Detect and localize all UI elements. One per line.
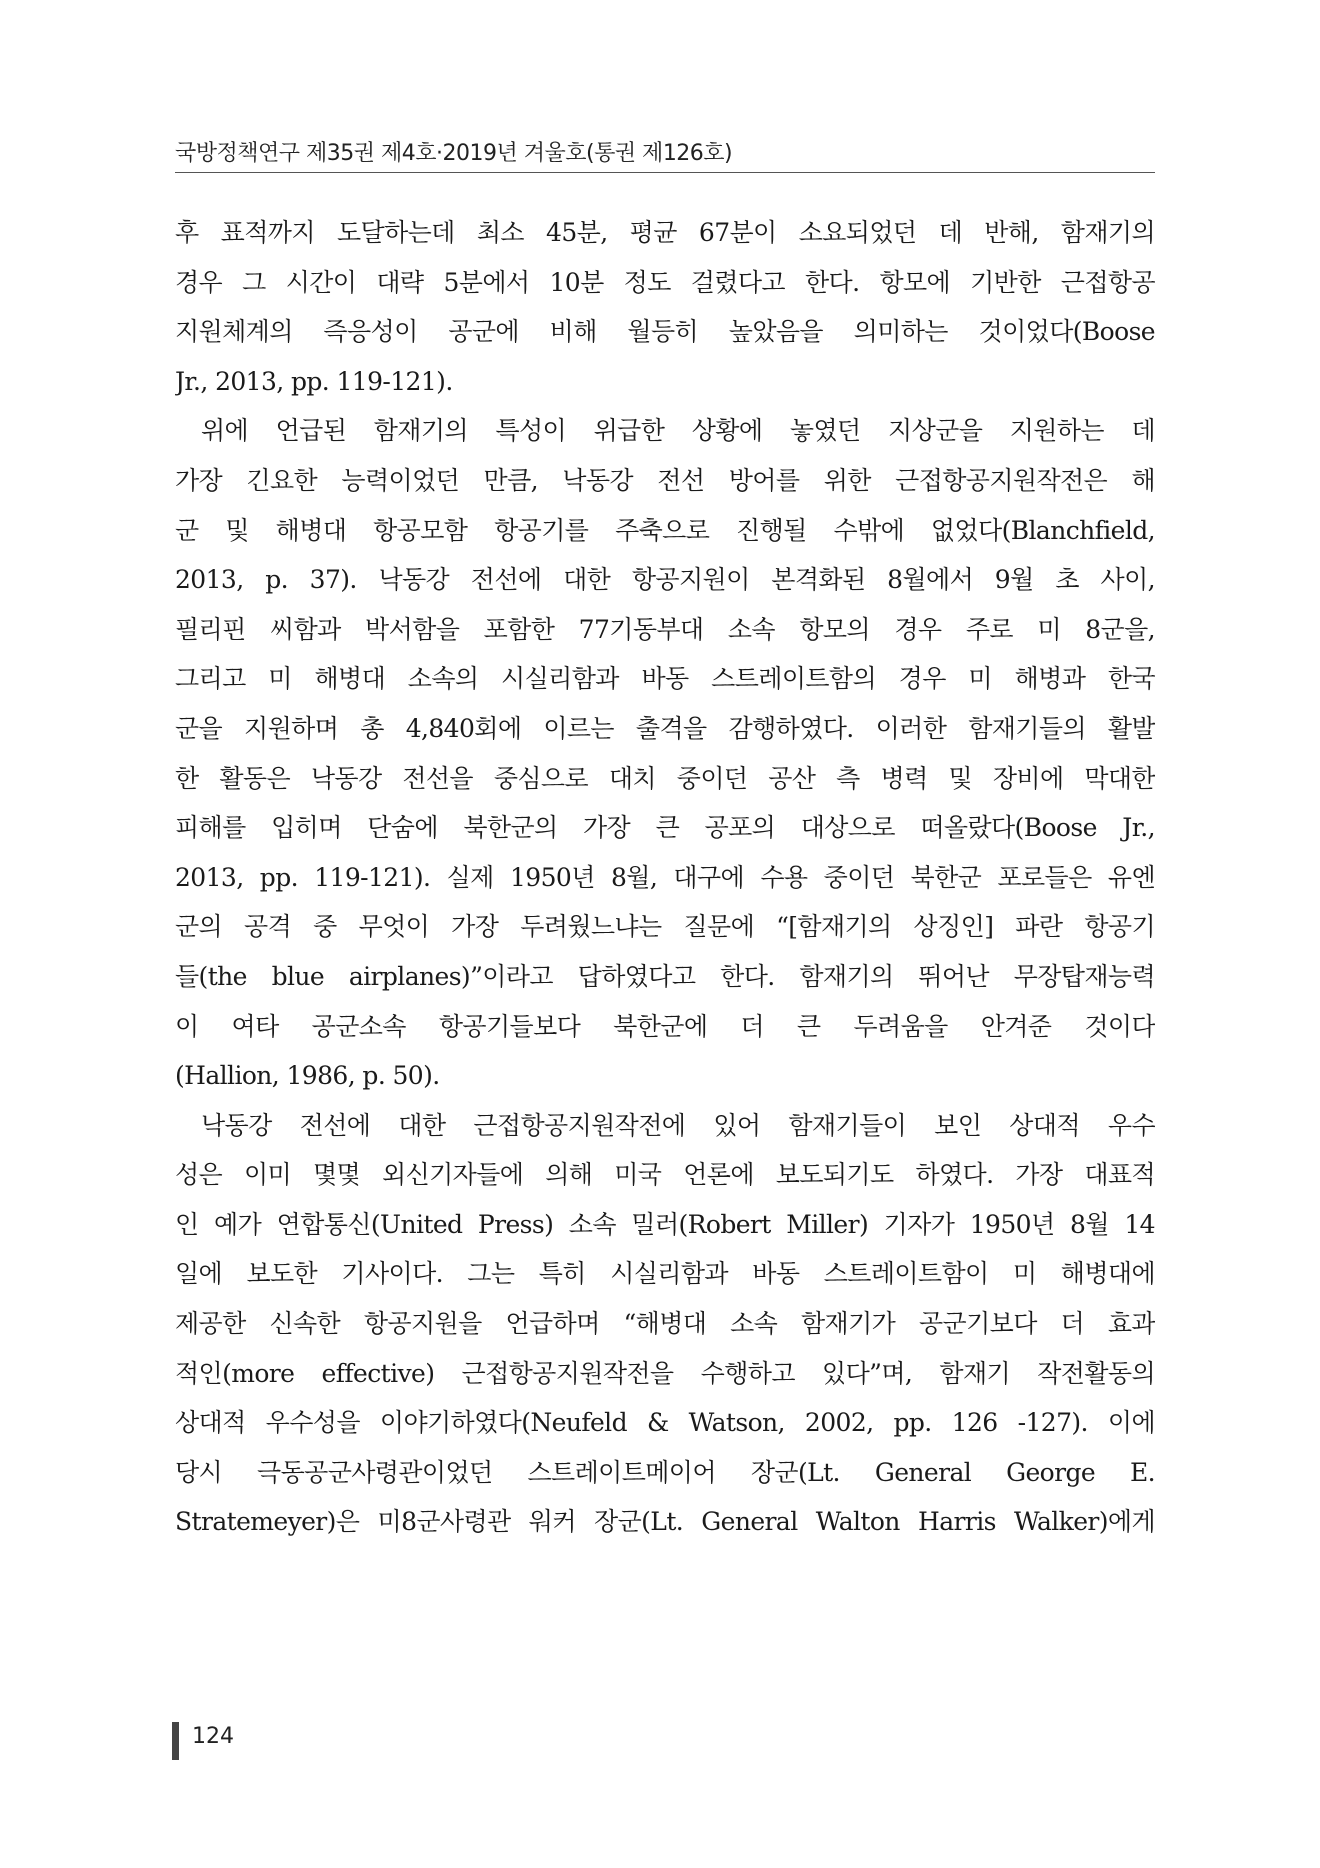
text-line: 이 여타 공군소속 항공기들보다 북한군에 더 큰 두려움을 안겨준 것이다 [175, 1011, 1155, 1041]
text-line: 필리핀 씨함과 박서함을 포함한 77기동부대 소속 항모의 경우 주로 미 8군을, [175, 614, 1155, 644]
paragraph-start-line: 낙동강 전선에 대한 근접항공지원작전에 있어 함재기들이 보인 상대적 우수 [201, 1110, 1155, 1140]
text-line: 제공한 신속한 항공지원을 언급하며 “해병대 소속 함재기가 공군기보다 더 효과 [175, 1309, 1155, 1339]
text-line: 적인(more effective) 근접항공지원작전을 수행하고 있다”며, 함재기 작전활동의 [175, 1358, 1155, 1388]
header-divider [175, 172, 1155, 173]
text-line: Stratemeyer)은 미8군사령관 워커 장군(Lt. General Walton Harris Walker)에게 [175, 1507, 1155, 1537]
text-line: 2013, p. 37). 낙동강 전선에 대한 항공지원이 본격화된 8월에서 9월 초 사이, [175, 565, 1155, 595]
text-line: 경우 그 시간이 대략 5분에서 10분 정도 걸렸다고 한다. 항모에 기반한 근접항공 [175, 267, 1155, 297]
text-line: 지원체계의 즉응성이 공군에 비해 월등히 높았음을 의미하는 것이었다(Boose [175, 317, 1155, 347]
text-line: 상대적 우수성을 이야기하였다(Neufeld & Watson, 2002, pp. 126 -127). 이에 [175, 1408, 1155, 1438]
text-line: 당시 극동공군사령관이었던 스트레이트메이어 장군(Lt. General George E. [175, 1457, 1155, 1487]
page-number: 124 [192, 1724, 234, 1749]
text-line: 군을 지원하며 총 4,840회에 이르는 출격을 감행하였다. 이러한 함재기들의 활발 [175, 713, 1155, 743]
text-line: (Hallion, 1986, p. 50). [175, 1061, 440, 1091]
text-line: 들(the blue airplanes)”이라고 답하였다고 한다. 함재기의 뛰어난 무장탑재능력 [175, 961, 1155, 991]
text-line: 피해를 입히며 단숨에 북한군의 가장 큰 공포의 대상으로 떠올랐다(Boose Jr., [175, 813, 1155, 843]
page-number-marker [172, 1722, 179, 1760]
text-line: 일에 보도한 기사이다. 그는 특히 시실리함과 바동 스트레이트함이 미 해병대에 [175, 1259, 1155, 1289]
text-line: Jr., 2013, pp. 119-121). [175, 366, 453, 396]
text-line: 한 활동은 낙동강 전선을 중심으로 대치 중이던 공산 측 병력 및 장비에 막대한 [175, 763, 1155, 793]
text-line: 인 예가 연합통신(United Press) 소속 밀러(Robert Miller) 기자가 1950년 8월 14 [175, 1209, 1155, 1239]
body-text [175, 208, 1155, 1547]
text-line: 군의 공격 중 무엇이 가장 두려웠느냐는 질문에 “[함재기의 상징인] 파란 항공기 [175, 912, 1155, 942]
paragraph-start-line: 위에 언급된 함재기의 특성이 위급한 상황에 놓였던 지상군을 지원하는 데 [201, 416, 1155, 446]
text-line: 그리고 미 해병대 소속의 시실리함과 바동 스트레이트함의 경우 미 해병과 한국 [175, 664, 1155, 694]
running-header: 국방정책연구 제35권 제4호·2019년 겨울호(통권 제126호) [175, 141, 733, 166]
text-line: 2013, pp. 119-121). 실제 1950년 8월, 대구에 수용 중이던 북한군 포로들은 유엔 [175, 862, 1155, 892]
text-line: 후 표적까지 도달하는데 최소 45분, 평균 67분이 소요되었던 데 반해, 함재기의 [175, 218, 1155, 247]
text-line: 성은 이미 몇몇 외신기자들에 의해 미국 언론에 보도되기도 하였다. 가장 대표적 [175, 1160, 1155, 1190]
text-line: 가장 긴요한 능력이었던 만큼, 낙동강 전선 방어를 위한 근접항공지원작전은 해 [175, 465, 1155, 495]
text-line: 군 및 해병대 항공모함 항공기를 주축으로 진행될 수밖에 없었다(Blanchfield, [175, 515, 1155, 545]
